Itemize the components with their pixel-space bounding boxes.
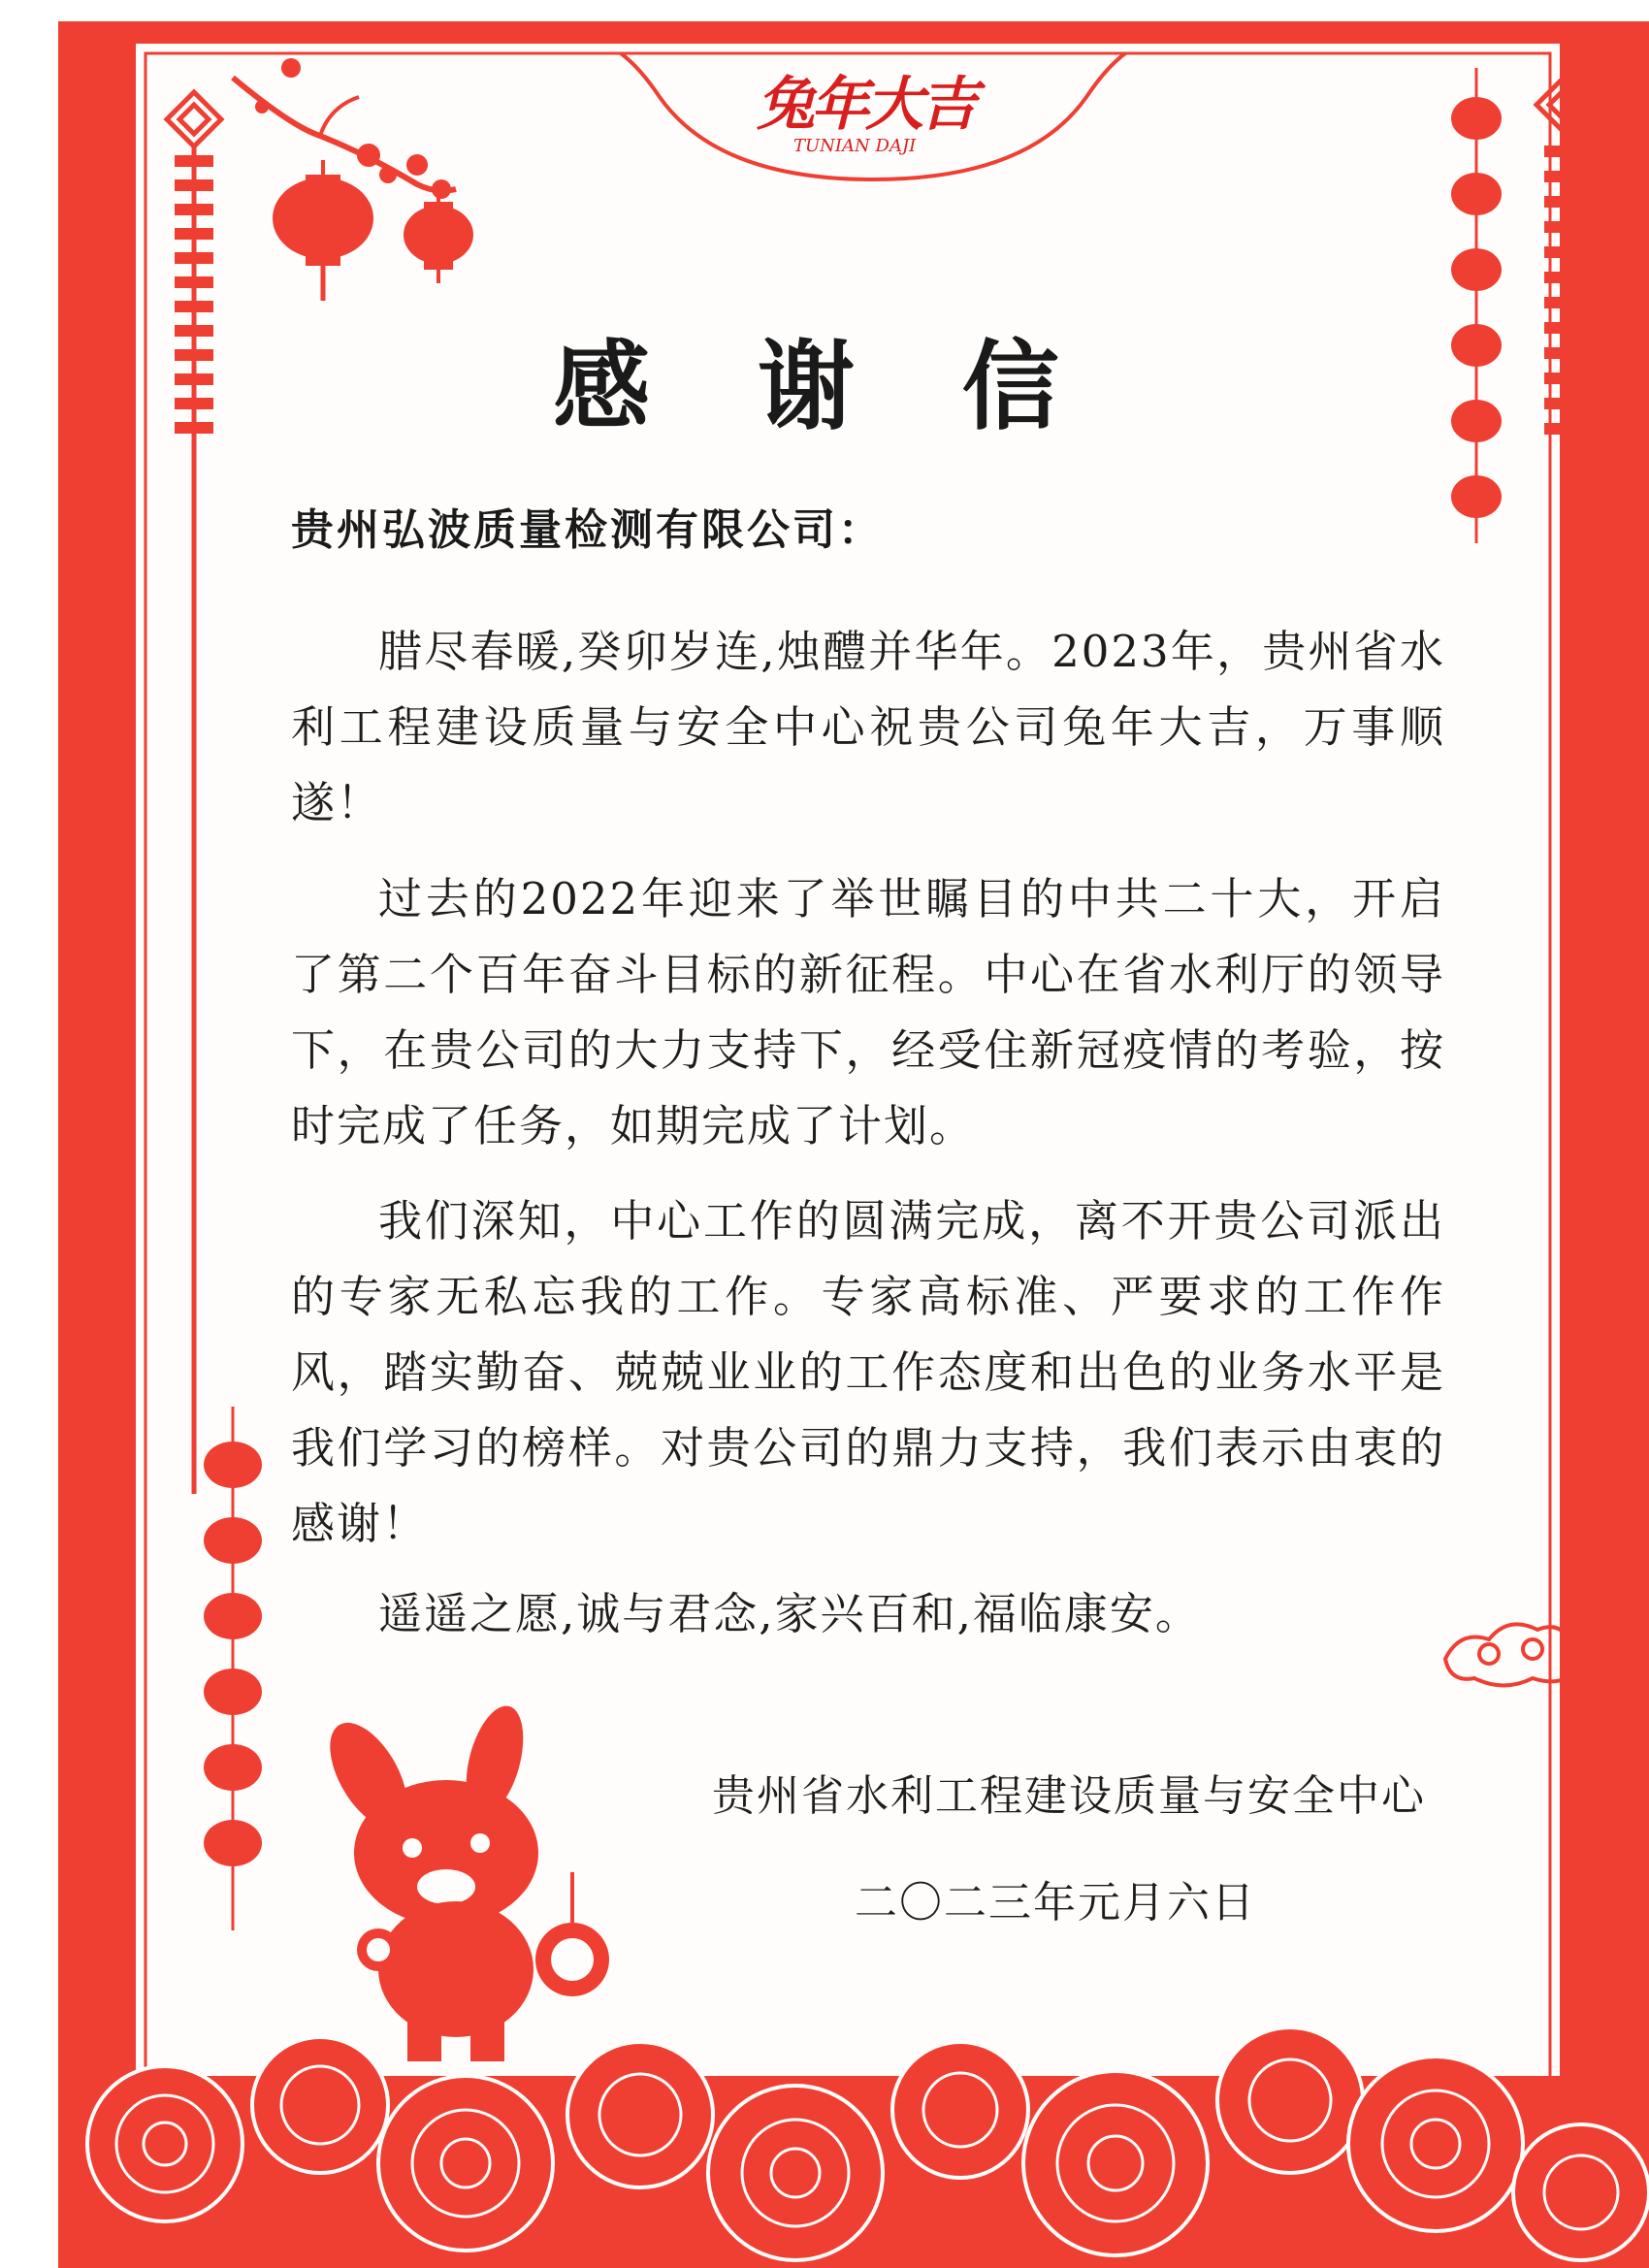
right-knot-strip xyxy=(1536,78,1591,1513)
paragraph-2: 过去的2022年迎来了举世瞩目的中共二十大，开启了第二个百年奋斗目标的新征程。中心在省水利厅的领导下，在贵公司的大力支持下，经受住新冠疫情的考验，按时完成了任务，如期完成了计划。 xyxy=(291,873,1445,1151)
paragraph-1: 腊尽春暖,癸卯岁连,烛醴并华年。2023年，贵州省水利工程建设质量与安全中心祝贵公司兔年大吉，万事顺遂！ xyxy=(291,626,1445,828)
bottom-swirl-clouds xyxy=(58,2027,1649,2268)
plum-branch-icon xyxy=(233,58,456,199)
right-lantern-string xyxy=(1451,68,1502,543)
letter-title: 感 谢 信 xyxy=(553,329,1096,443)
logo-text: 兔年大吉 xyxy=(757,71,974,139)
rabbit-papercut-icon xyxy=(314,1700,609,2061)
signature-date: 二〇二三年元月六日 xyxy=(855,1878,1256,1928)
logo-subtext: TUNIAN DAJI xyxy=(793,136,917,156)
signature-organization: 贵州省水利工程建设质量与安全中心 xyxy=(712,1771,1426,1821)
cloud-icon xyxy=(1445,1624,1584,1685)
lantern-icon xyxy=(273,160,373,301)
paragraph-3: 我们深知，中心工作的圆满完成，离不开贵公司派出的专家无私忘我的工作。专家高标准、严要求的工作作风，踏实勤奋、兢兢业业的工作态度和出色的业务水平是我们学习的榜样。对贵公司的鼎力支持，我们表示由衷的感谢！ xyxy=(291,1195,1445,1549)
paragraph-4: 遥遥之愿,诚与君念,家兴百和,福临康安。 xyxy=(378,1588,1201,1639)
left-lantern-string xyxy=(204,1407,262,1930)
lantern-icon xyxy=(404,194,473,283)
salutation: 贵州弘波质量检测有限公司： xyxy=(291,505,884,555)
